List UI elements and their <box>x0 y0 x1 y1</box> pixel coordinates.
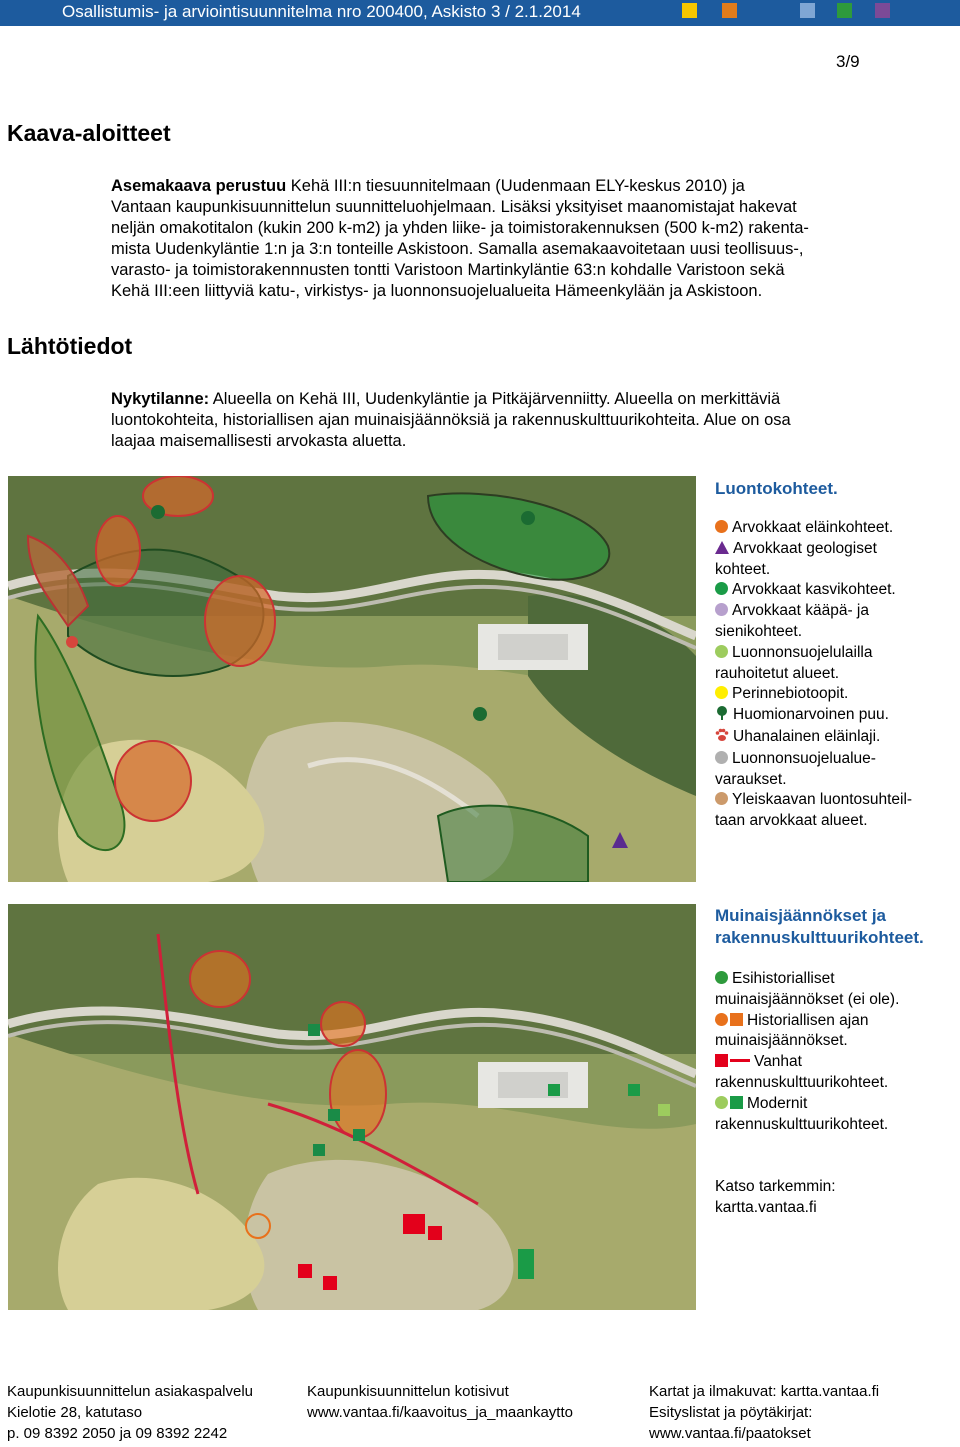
paragraph-line: Asemakaava perustuu Kehä III:n tiesuunnitelmaan (Uudenmaan ELY-keskus 2010) ja <box>111 177 745 195</box>
legend-item: Historiallisen ajan muinaisjäännökset. <box>715 1011 869 1050</box>
legend-heritage <box>715 905 960 1219</box>
purple-triangle-icon <box>715 541 729 554</box>
paragraph-line: Vantaan kaupunkisuunnittelun suunnitteluohjelmaan. Lisäksi yksityiset maanomistajat hakevat <box>111 198 797 216</box>
orange-dot-icon <box>715 520 728 533</box>
green-dot-icon <box>715 582 728 595</box>
footer-maps: Kartat ja ilmakuvat: kartta.vantaa.fi Esityslistat ja pöytäkirjat: www.vantaa.fi/paatokset <box>649 1383 880 1442</box>
legend-item: Huomionarvoinen puu. <box>715 705 955 727</box>
legend-item: Modernit rakennuskulttuurikohteet. <box>715 1094 889 1133</box>
paragraph-line: laajaa maisemallisesti arvokasta aluetta. <box>111 432 407 450</box>
green-dot-icon <box>715 971 728 984</box>
paragraph-lead: Nykytilanne: <box>111 390 210 408</box>
legend-item: Arvokkaat geologiset kohteet. <box>715 539 877 578</box>
brand-square <box>682 3 697 18</box>
page-number: 3/9 <box>836 52 860 71</box>
map-link[interactable]: kartta.vantaa.fi <box>715 1199 817 1217</box>
legend-item: Luonnonsuojelulailla rauhoitetut alueet. <box>715 643 873 682</box>
brand-square <box>875 3 890 18</box>
nature-map-image <box>8 476 696 882</box>
lightgreen-dot-icon <box>715 645 728 658</box>
heritage-map-image <box>8 904 696 1310</box>
brand-square <box>837 3 852 18</box>
brand-square <box>762 3 777 18</box>
red-line-icon <box>730 1059 750 1062</box>
paragraph-line: Nykytilanne: Alueella on Kehä III, Uudenkyläntie ja Pitkäjärvenniitty. Alueella on merkittäviä <box>111 390 781 408</box>
footer-contact: Kaupunkisuunnittelun asiakaspalvelu Kielotie 28, katutaso p. 09 8392 2050 ja 09 8392 2242 <box>7 1383 254 1442</box>
orange-dot-icon <box>715 1013 728 1026</box>
see-more-note: Katso tarkemmin: kartta.vantaa.fi <box>715 1178 836 1217</box>
orange-square-icon <box>730 1013 743 1026</box>
paragraph-line: mista Uudenkyläntie 1:n ja 3:n tonteille Askistoon. Samalla asemakaavoitetaan uusi teollisuus-, <box>111 240 804 258</box>
lightgreen-dot-icon <box>715 1096 728 1109</box>
yellow-dot-icon <box>715 686 728 699</box>
paragraph-lead: Asemakaava perustuu <box>111 177 287 195</box>
decisions-link[interactable]: www.vantaa.fi/paatokset <box>649 1425 811 1442</box>
legend-item: Esihistorialliset muinaisjäännökset (ei ole). <box>715 970 900 1008</box>
legend-title: Luontokohteet. <box>715 479 838 498</box>
legend-item: Uhanalainen eläinlaji. <box>715 727 955 749</box>
header-bar <box>0 0 960 26</box>
homepage-link[interactable]: www.vantaa.fi/kaavoitus_ja_maankaytto <box>307 1404 573 1421</box>
paragraph-kaava-aloitteet <box>111 176 809 302</box>
grey-dot-icon <box>715 751 728 764</box>
green-square-icon <box>730 1096 743 1109</box>
heading-kaava-aloitteet: Kaava-aloitteet <box>7 120 171 146</box>
legend-item: Arvokkaat eläinkohteet. <box>715 518 955 539</box>
document-title: Osallistumis- ja arviointisuunnitelma nro 200400, Askisto 3 / 2.1.2014 <box>62 2 581 21</box>
paragraph-line: varasto- ja toimistorakennnusten tontti Varistoon Martinkyläntie 63:n kohdalle Varistoon sekä <box>111 261 785 279</box>
brand-square <box>800 3 815 18</box>
footer-homepage: Kaupunkisuunnittelun kotisivut www.vantaa.fi/kaavoitus_ja_maankaytto <box>307 1383 573 1421</box>
heading-lahtotiedot: Lähtötiedot <box>7 333 133 359</box>
paragraph-line: luontokohteita, historiallisen ajan muinaisjäännöksiä ja rakennuskulttuurikohteita. Alue on osa <box>111 411 791 429</box>
legend-item: Arvokkaat kääpä- ja sienikohteet. <box>715 602 869 640</box>
lilac-dot-icon <box>715 603 728 616</box>
red-square-icon <box>715 1054 728 1067</box>
paragraph-nykytilanne <box>111 389 791 452</box>
legend-item: Vanhat rakennuskulttuurikohteet. <box>715 1053 889 1091</box>
paragraph-line: Kehä III:een liittyviä katu-, virkistys- ja luonnonsuojelualueita Hämeenkylään ja Askistoon. <box>111 282 763 300</box>
paragraph-line: neljän omakotitalon (kukin 200 k-m2) ja yhden liike- ja toimistorakennuksen (500 k-m2) rakenta- <box>111 219 809 237</box>
legend-title: Muinaisjäännökset ja rakennuskulttuurikohteet. <box>715 906 924 947</box>
paw-icon <box>715 728 729 749</box>
legend-nature <box>715 478 955 832</box>
tan-dot-icon <box>715 792 728 805</box>
legend-item: Yleiskaavan luontosuhteil- taan arvokkaat alueet. <box>715 791 913 830</box>
tree-icon <box>715 706 729 727</box>
brand-square <box>722 3 737 18</box>
legend-item: Perinnebiotoopit. <box>715 684 955 705</box>
legend-item: Arvokkaat kasvikohteet. <box>715 580 955 601</box>
legend-item: Luonnonsuojelualue- varaukset. <box>715 749 876 788</box>
